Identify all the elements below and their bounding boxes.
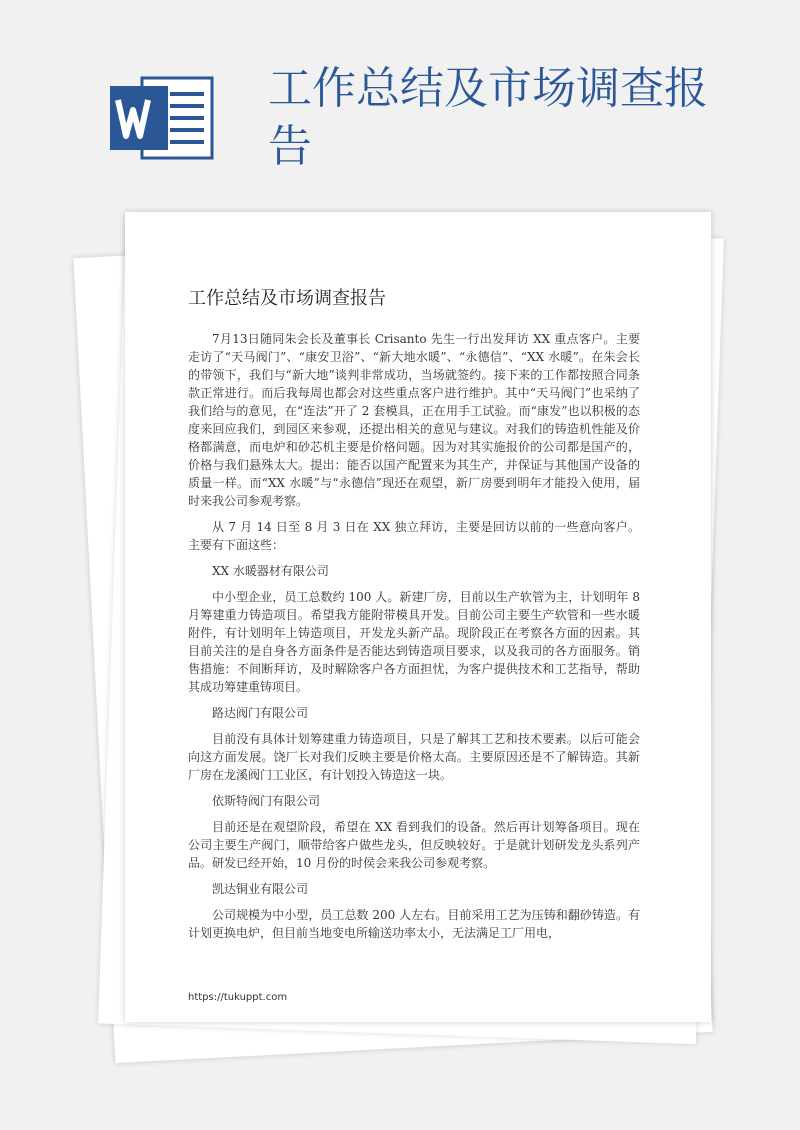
word-document-icon [108, 72, 218, 162]
company-heading: 路达阀门有限公司 [212, 706, 309, 720]
company-heading: XX 水暖器材有限公司 [212, 564, 329, 578]
document-page [125, 212, 711, 1022]
document-title: 工作总结及市场调查报告 [188, 288, 386, 309]
document-body [188, 330, 640, 950]
paragraph: 中小型企业，员工总数约 100 人。新建厂房，目前以生产软管为主，计划明年 8 月筹建重力铸造项目。希望我方能附带模具开发。目前公司主要生产软管和一些水暖附件，有计划明年上铸造项目，开发龙头新产品。现阶段正在考察各方面的因素。其目前关注的是自身各方面条件是否能达到铸造项目要求，以及我司的各方面服务。销售措施：不间断拜访，及时解除客户各方面担忧，为客户提供技术和工艺指导，帮助其成功筹建重铸项目。 [188, 590, 640, 694]
paragraph: 目前没有具体计划筹建重力铸造项目，只是了解其工艺和技术要素。以后可能会向这方面发展。饶厂长对我们反映主要是价格太高。主要原因还是不了解铸造。其新厂房在龙溪阀门工业区，有计划投入铸造这一块。 [188, 732, 640, 782]
paragraph: 7月13日随同朱会长及董事长 Crisanto 先生一行出发拜访 XX 重点客户。主要走访了“天马阀门”、“康安卫浴”、“新大地水暖”、“永德信”、“XX 水暖”。在朱会长的带领下，我们与“新大地”谈判非常成功，当场就签约。接下来的工作都按照合同条款正常进行。而后我每周也都会对这些重点客户进行维护。其中“天马阀门”也采纳了我们给与的意见，在“连法”开了 2 套模具，正在用手工试验。而“康发”也以积极的态度来回应我们，到园区来参观，还提出相关的意见与建议。对我们的铸造机性能及价格都满意，而电炉和砂芯机主要是价格问题。因为对其实施报价的公司都是国产的，价格与我们悬殊太大。提出：能否以国产配置来为其生产，并保证与其他国产设备的质量一样。而“XX 水暖”与“永德信”现还在观望，新厂房要到明年才能投入使用，届时来我公司参观考察。 [188, 332, 640, 508]
page-title: 工作总结及市场调查报告 [268, 63, 708, 172]
paragraph: 目前还是在观望阶段，希望在 XX 看到我们的设备。然后再计划筹备项目。现在公司主要生产阀门，顺带给客户做些龙头，但反映较好。于是就计划研发龙头系列产品。研发已经开始，10 月份的时侯会来我公司参观考察。 [188, 820, 640, 870]
company-heading: 依斯特阀门有限公司 [212, 794, 321, 808]
footer-url: https://tukuppt.com [188, 992, 288, 1003]
paragraph: 公司规模为中小型，员工总数 200 人左右。目前采用工艺为压铸和翻砂铸造。有计划更换电炉，但目前当地变电所输送功率太小，无法满足工厂用电， [188, 908, 640, 940]
paragraph: 从 7 月 14 日至 8 月 3 日在 XX 独立拜访，主要是回访以前的一些意向客户。主要有下面这些： [188, 520, 640, 552]
company-heading: 凯达铜业有限公司 [212, 882, 309, 896]
